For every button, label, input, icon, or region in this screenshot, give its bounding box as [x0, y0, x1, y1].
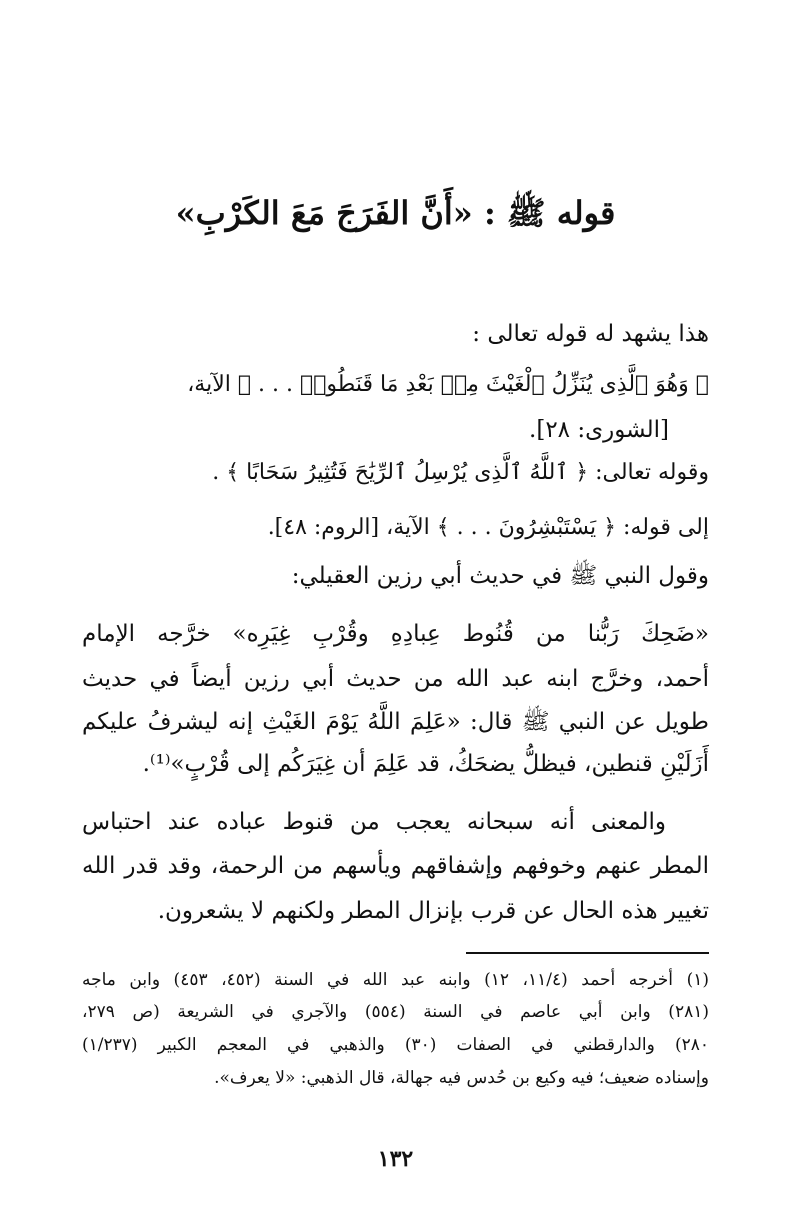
page-number: ١٣٢ [377, 1146, 414, 1172]
paragraph-line: والمعنى أنه سبحانه يعجب من قنوط عباده عند احتباس [82, 809, 666, 835]
footnote-line: ٢٨٠) والدارقطني في الصفات (٣٠) والذهبي في المعجم الكبير (١/٢٣٧) [82, 1035, 709, 1055]
footnote-line: (٢٨١) وابن أبي عاصم في السنة (٥٥٤) والآجري في الشريعة (ص ٢٧٩، [82, 1002, 709, 1022]
chapter-title: قوله ﷺ : «أَنَّ الفَرَجَ مَعَ الكَرْبِ» [175, 194, 616, 232]
footnote-number: (١) [686, 970, 709, 990]
footnote-line: وإسناده ضعيف؛ فيه وكيع بن حُدس فيه جهالة، قال الذهبي: «لا يعرف». [214, 1068, 709, 1088]
body-line: أَزَلَيْنِ قنطين، فيظلُّ يضحَكُ، قد عَلِمَ أن غِيَرَكُم إلى قُرْبٍ»⁽¹⁾. [142, 751, 709, 777]
body-line: طويل عن النبي ﷺ قال: «عَلِمَ اللَّهُ يَوْمَ الغَيْثِ إنه ليشرفُ عليكم [82, 709, 709, 735]
hadith-line: «ضَحِكَ رَبُّنا من قُنُوط عِبادِهِ وقُرْبِ غِيَرِه» خرَّجه الإمام [82, 621, 709, 647]
footnote-line: أخرجه أحمد (١١/٤، ١٢) وابنه عبد الله في السنة (٤٥٢، ٤٥٣) وابن ماجه [82, 970, 674, 990]
quran-verse-line: وقوله تعالى: ﴿ ٱللَّهُ ٱلَّذِى يُرْسِلُ ٱلرِّيَٰحَ فَتُثِيرُ سَحَابًا ﴾ . [212, 460, 709, 485]
body-line: أحمد، وخرَّج ابنه عبد الله من حديث أبي رزين أيضاً في حديث [82, 666, 709, 692]
body-line: هذا يشهد له قوله تعالى : [472, 321, 709, 347]
paragraph-line: المطر عنهم وخوفهم وإشفاقهم ويأسهم من الرحمة، وقد قدر الله [82, 853, 709, 879]
quran-verse-line: ﴿ وَهُوَ ٱلَّذِى يُنَزِّلُ ٱلْغَيْثَ مِنۢ بَعْدِ مَا قَنَطُوا۟ . . . ﴾ الآية، [187, 372, 709, 397]
paragraph-line: تغيير هذه الحال عن قرب بإنزال المطر ولكنهم لا يشعرون. [157, 898, 709, 924]
quran-verse-line: إلى قوله: ﴿ يَسْتَبْشِرُونَ . . . ﴾ الآية، [الروم: ٤٨]. [267, 515, 709, 540]
body-line: وقول النبي ﷺ في حديث أبي رزين العقيلي: [291, 563, 709, 589]
surah-reference: [الشورى: ٢٨]. [529, 417, 669, 443]
footnote-separator [466, 952, 709, 954]
